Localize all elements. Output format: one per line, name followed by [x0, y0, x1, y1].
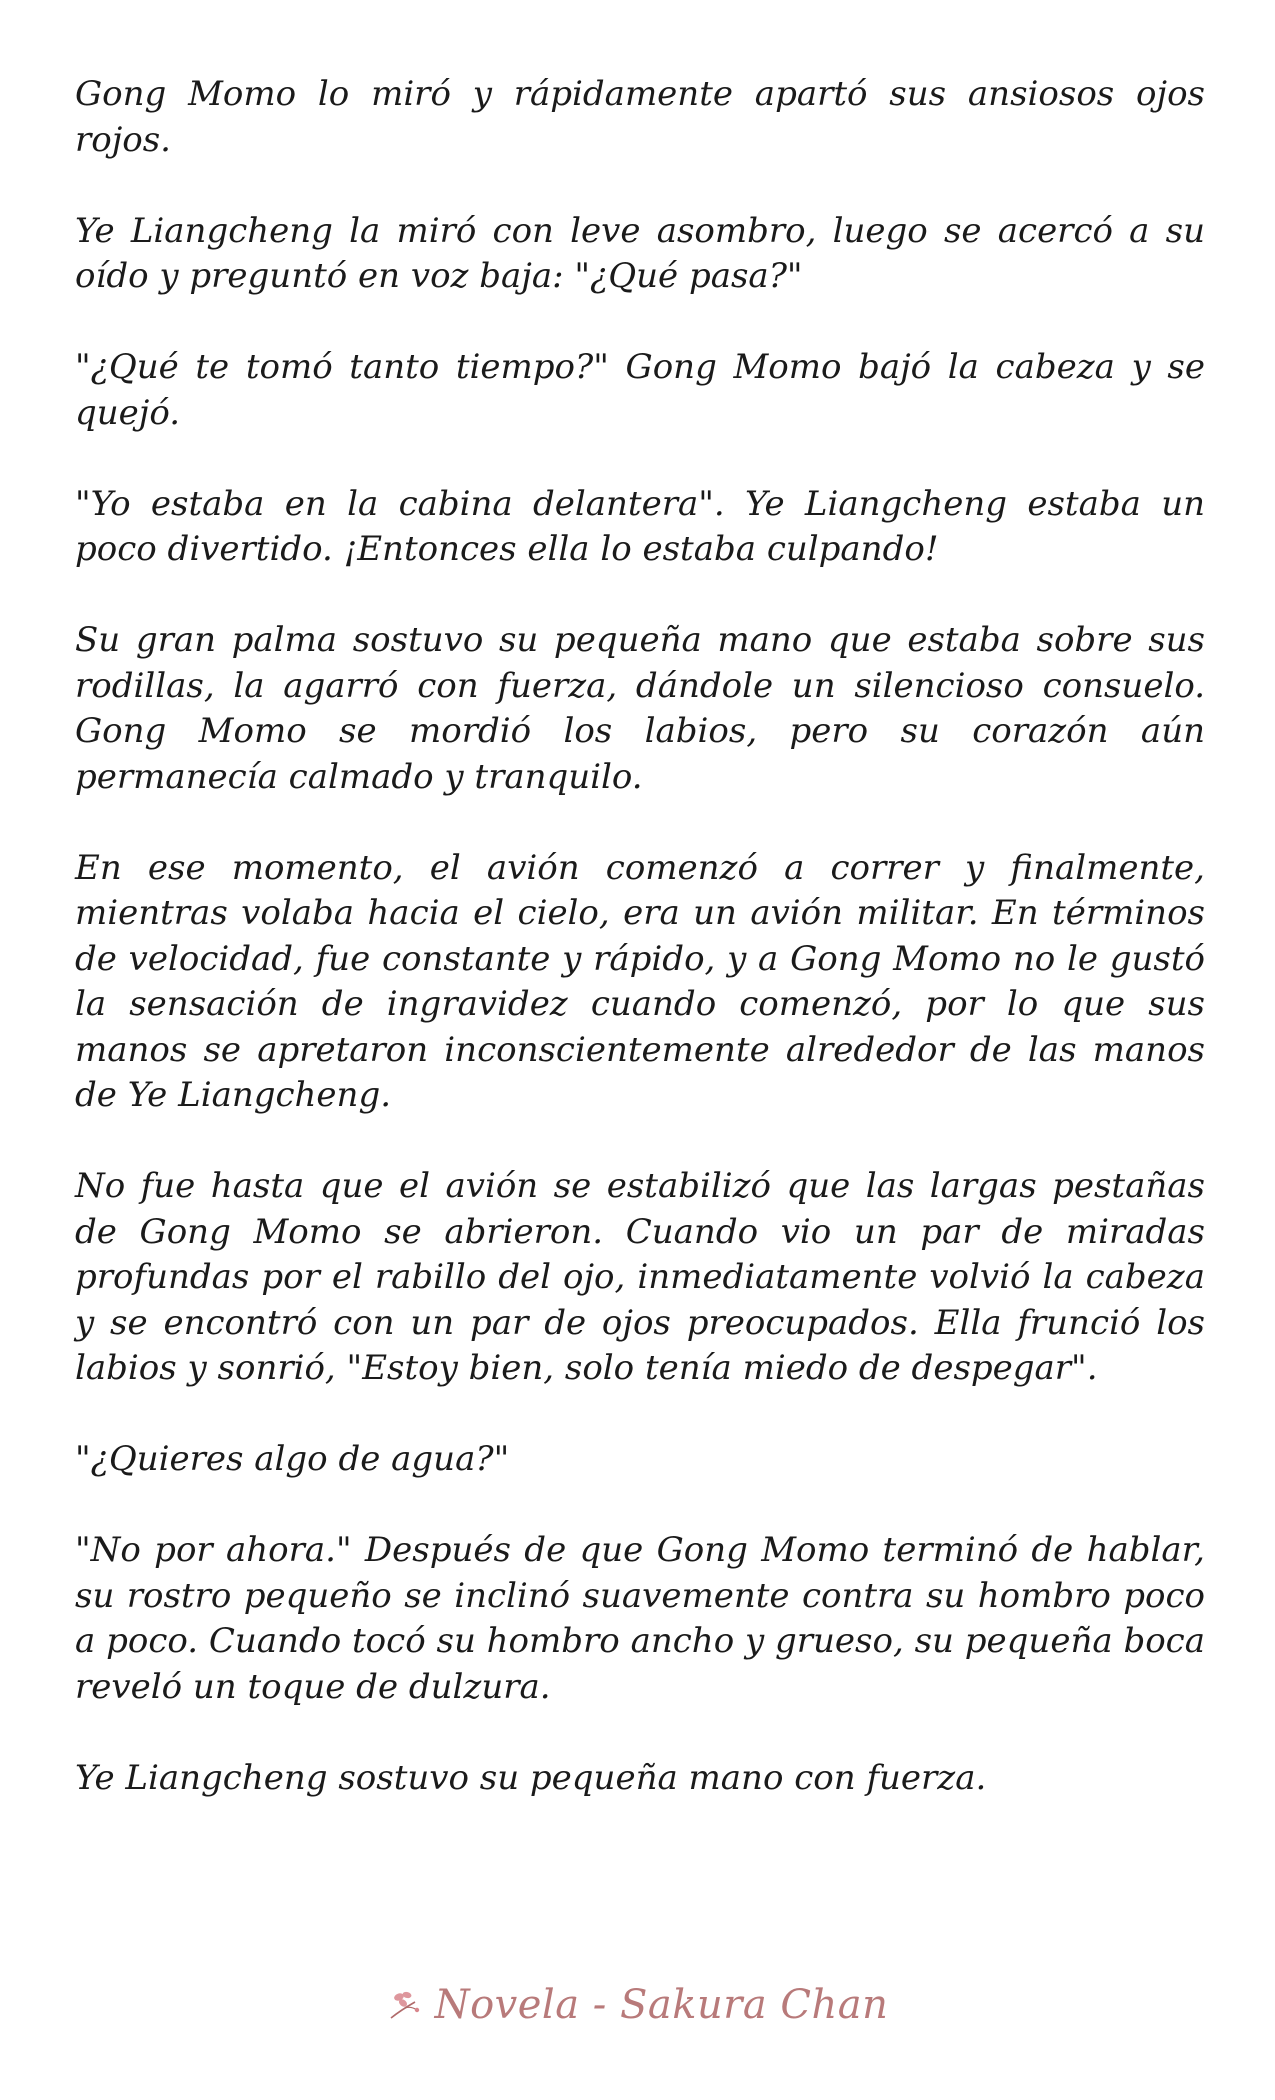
paragraph-1: Gong Momo lo miró y rápidamente apartó sus ansiosos ojos rojos. [75, 74, 1205, 160]
watermark-footer [0, 1982, 1275, 2028]
paragraph-8: "¿Quieres algo de agua?" [75, 1439, 510, 1479]
paragraph-7: No fue hasta que el avión se estabilizó que las largas pestañas de Gong Momo se abrieron. Cuando vio un par de miradas profundas por el rabillo del ojo, inmediatamente volvió la cabeza y se encontró con un par de ojos preocupados. Ella frunció los labios y sonrió, "Estoy bien, solo tenía miedo de despegar". [75, 1166, 1205, 1388]
chapter-text [75, 72, 1205, 1847]
paragraph-10: Ye Liangcheng sostuvo su pequeña mano con fuerza. [75, 1757, 987, 1798]
paragraph-5: Su gran palma sostuvo su pequeña mano que estaba sobre sus rodillas, la agarró con fuerza, dándole un silencioso consuelo. Gong Momo se mordió los labios, pero su corazón aún permanecía calmado y tranquilo. [75, 620, 1205, 797]
sakura-icon [387, 1988, 427, 2022]
paragraph-2: Ye Liangcheng la miró con leve asombro, luego se acercó a su oído y preguntó en voz baja: "¿Qué pasa?" [75, 210, 1205, 296]
paragraph-3: "¿Qué te tomó tanto tiempo?" Gong Momo bajó la cabeza y se quejó. [75, 347, 1205, 433]
watermark-text: Novela - Sakura Chan [434, 1982, 889, 2028]
watermark [387, 1982, 889, 2028]
paragraph-4: "Yo estaba en la cabina delantera". Ye Liangcheng estaba un poco divertido. ¡Entonces ella lo estaba culpando! [75, 483, 1205, 569]
paragraph-9: "No por ahora." Después de que Gong Momo terminó de hablar, su rostro pequeño se inclinó suavemente contra su hombro poco a poco. Cuando tocó su hombro ancho y grueso, su pequeña boca reveló un toque de dulzura. [75, 1530, 1205, 1707]
paragraph-6: En ese momento, el avión comenzó a correr y finalmente, mientras volaba hacia el cielo, era un avión militar. En términos de velocidad, fue constante y rápido, y a Gong Momo no le gustó la sensación de ingravidez cuando comenzó, por lo que sus manos se apretaron inconscientemente alrededor de las manos de Ye Liangcheng. [75, 847, 1205, 1115]
